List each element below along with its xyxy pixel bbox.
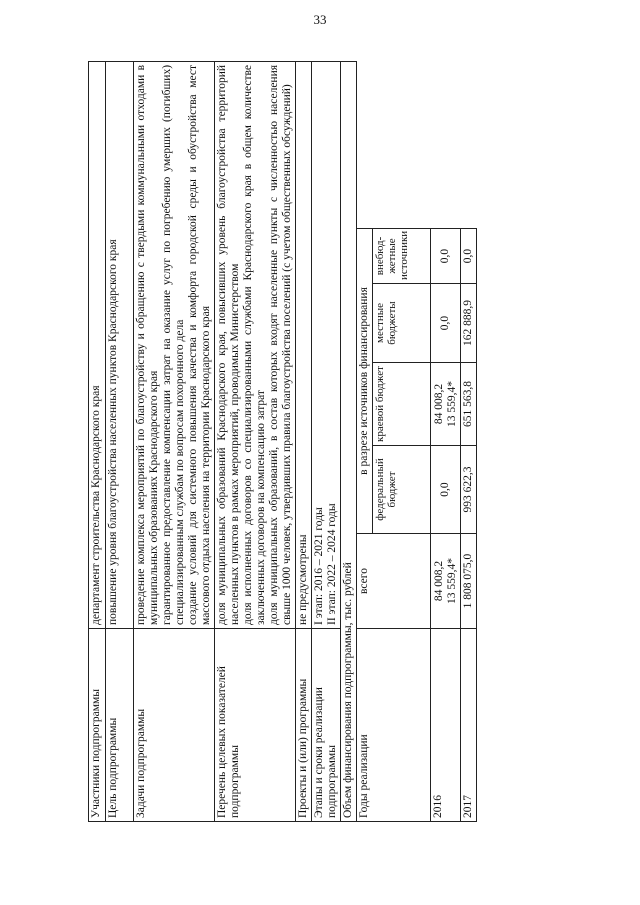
funding-local: 0,0 [431, 284, 461, 363]
funding-total-header: всего [357, 534, 431, 629]
goal-label: Цель подпрограммы [106, 629, 134, 822]
stage-item: II этап: 2022 – 2024 годы [326, 503, 338, 625]
participants-value: департамент строительства Краснодарского края [89, 61, 106, 628]
indicators-value [215, 61, 296, 628]
funding-extra-header: внебюд-жетные источники [373, 229, 431, 284]
stages-label: Этапы и сроки реализации подпрограммы [312, 629, 341, 822]
table-row [431, 61, 461, 821]
task-item: создание условий для системного повышения качества и комфорта городской среды и обустройства мест массового отдыха населения на территории Краснодарского края [187, 64, 212, 625]
funding-total [431, 534, 461, 629]
funding-years-header: Годы реализации [357, 629, 431, 822]
stage-item: I этап: 2016 – 2021 годы [313, 507, 325, 625]
stages-value [312, 61, 341, 628]
indicators-label: Перечень целевых показателей подпрограммы [215, 629, 296, 822]
funding-total-value: 84 008,2 [432, 560, 445, 602]
goal-value: повышение уровня благоустройства населенных пунктов Краснодарского края [106, 61, 134, 628]
funding-extra: 0,0 [461, 229, 477, 284]
funding-year: 2016 [431, 629, 461, 822]
funding-local-header: местные бюджеты [373, 284, 431, 363]
funding-regional-note: 13 559,4* [445, 381, 458, 427]
funding-regional [431, 363, 461, 446]
task-item: проведение комплекса мероприятий по благоустройству и обращению с твердыми коммунальными отходами в муниципальных образованиях Краснодарского края [135, 64, 160, 625]
page-number: 33 [313, 12, 327, 27]
passport-table-rotated [88, 62, 603, 822]
funding-regional-header: краевой бюджет [373, 363, 431, 446]
funding-total-note: 13 559,4* [445, 558, 458, 604]
funding-regional-value: 84 008,2 [432, 383, 445, 425]
funding-federal: 0,0 [431, 446, 461, 534]
funding-federal-header: федеральный бюджет [373, 446, 431, 534]
tasks-label: Задачи подпрограммы [134, 629, 215, 822]
participants-label: Участники подпрограммы [89, 629, 106, 822]
indicator-item: доля муниципальных образований Краснодарского края, повысивших уровень благоустройства территорий населенных пунктов в рамках мероприятий, проводимых Министерством [216, 64, 241, 625]
funding-breakdown-header: в разрезе источников финансирования [357, 229, 373, 534]
table-row [461, 61, 477, 821]
indicator-item: доля исполненных договоров со специализированными службами Краснодарского края в общем количестве заключенных договоров на компенсацию затрат [242, 64, 267, 625]
projects-label: Проекты и (или) программы [296, 629, 312, 822]
funding-regional: 651 563,8 [461, 363, 477, 446]
projects-value: не предусмотрены [296, 61, 312, 628]
funding-extra: 0,0 [431, 229, 461, 284]
indicator-item: доля муниципальных образований, в состав которых входят населенные пункты с численностью населения свыше 1000 человек, утвердивших правила благоустройства поселений (с учетом общественных обсуждений) [268, 64, 293, 625]
task-item: гарантированное предоставление компенсации затрат на оказание услуг по погребению умерших (погибших) специализированным службам по вопросам похоронного дела [161, 64, 186, 625]
funding-federal: 993 622,3 [461, 446, 477, 534]
funding-label: Объем финансирования подпрограммы, тыс. рублей [341, 61, 357, 821]
passport-table [88, 61, 477, 822]
funding-total: 1 808 075,0 [461, 534, 477, 629]
funding-year: 2017 [461, 629, 477, 822]
funding-local: 162 888,9 [461, 284, 477, 363]
tasks-value [134, 61, 215, 628]
